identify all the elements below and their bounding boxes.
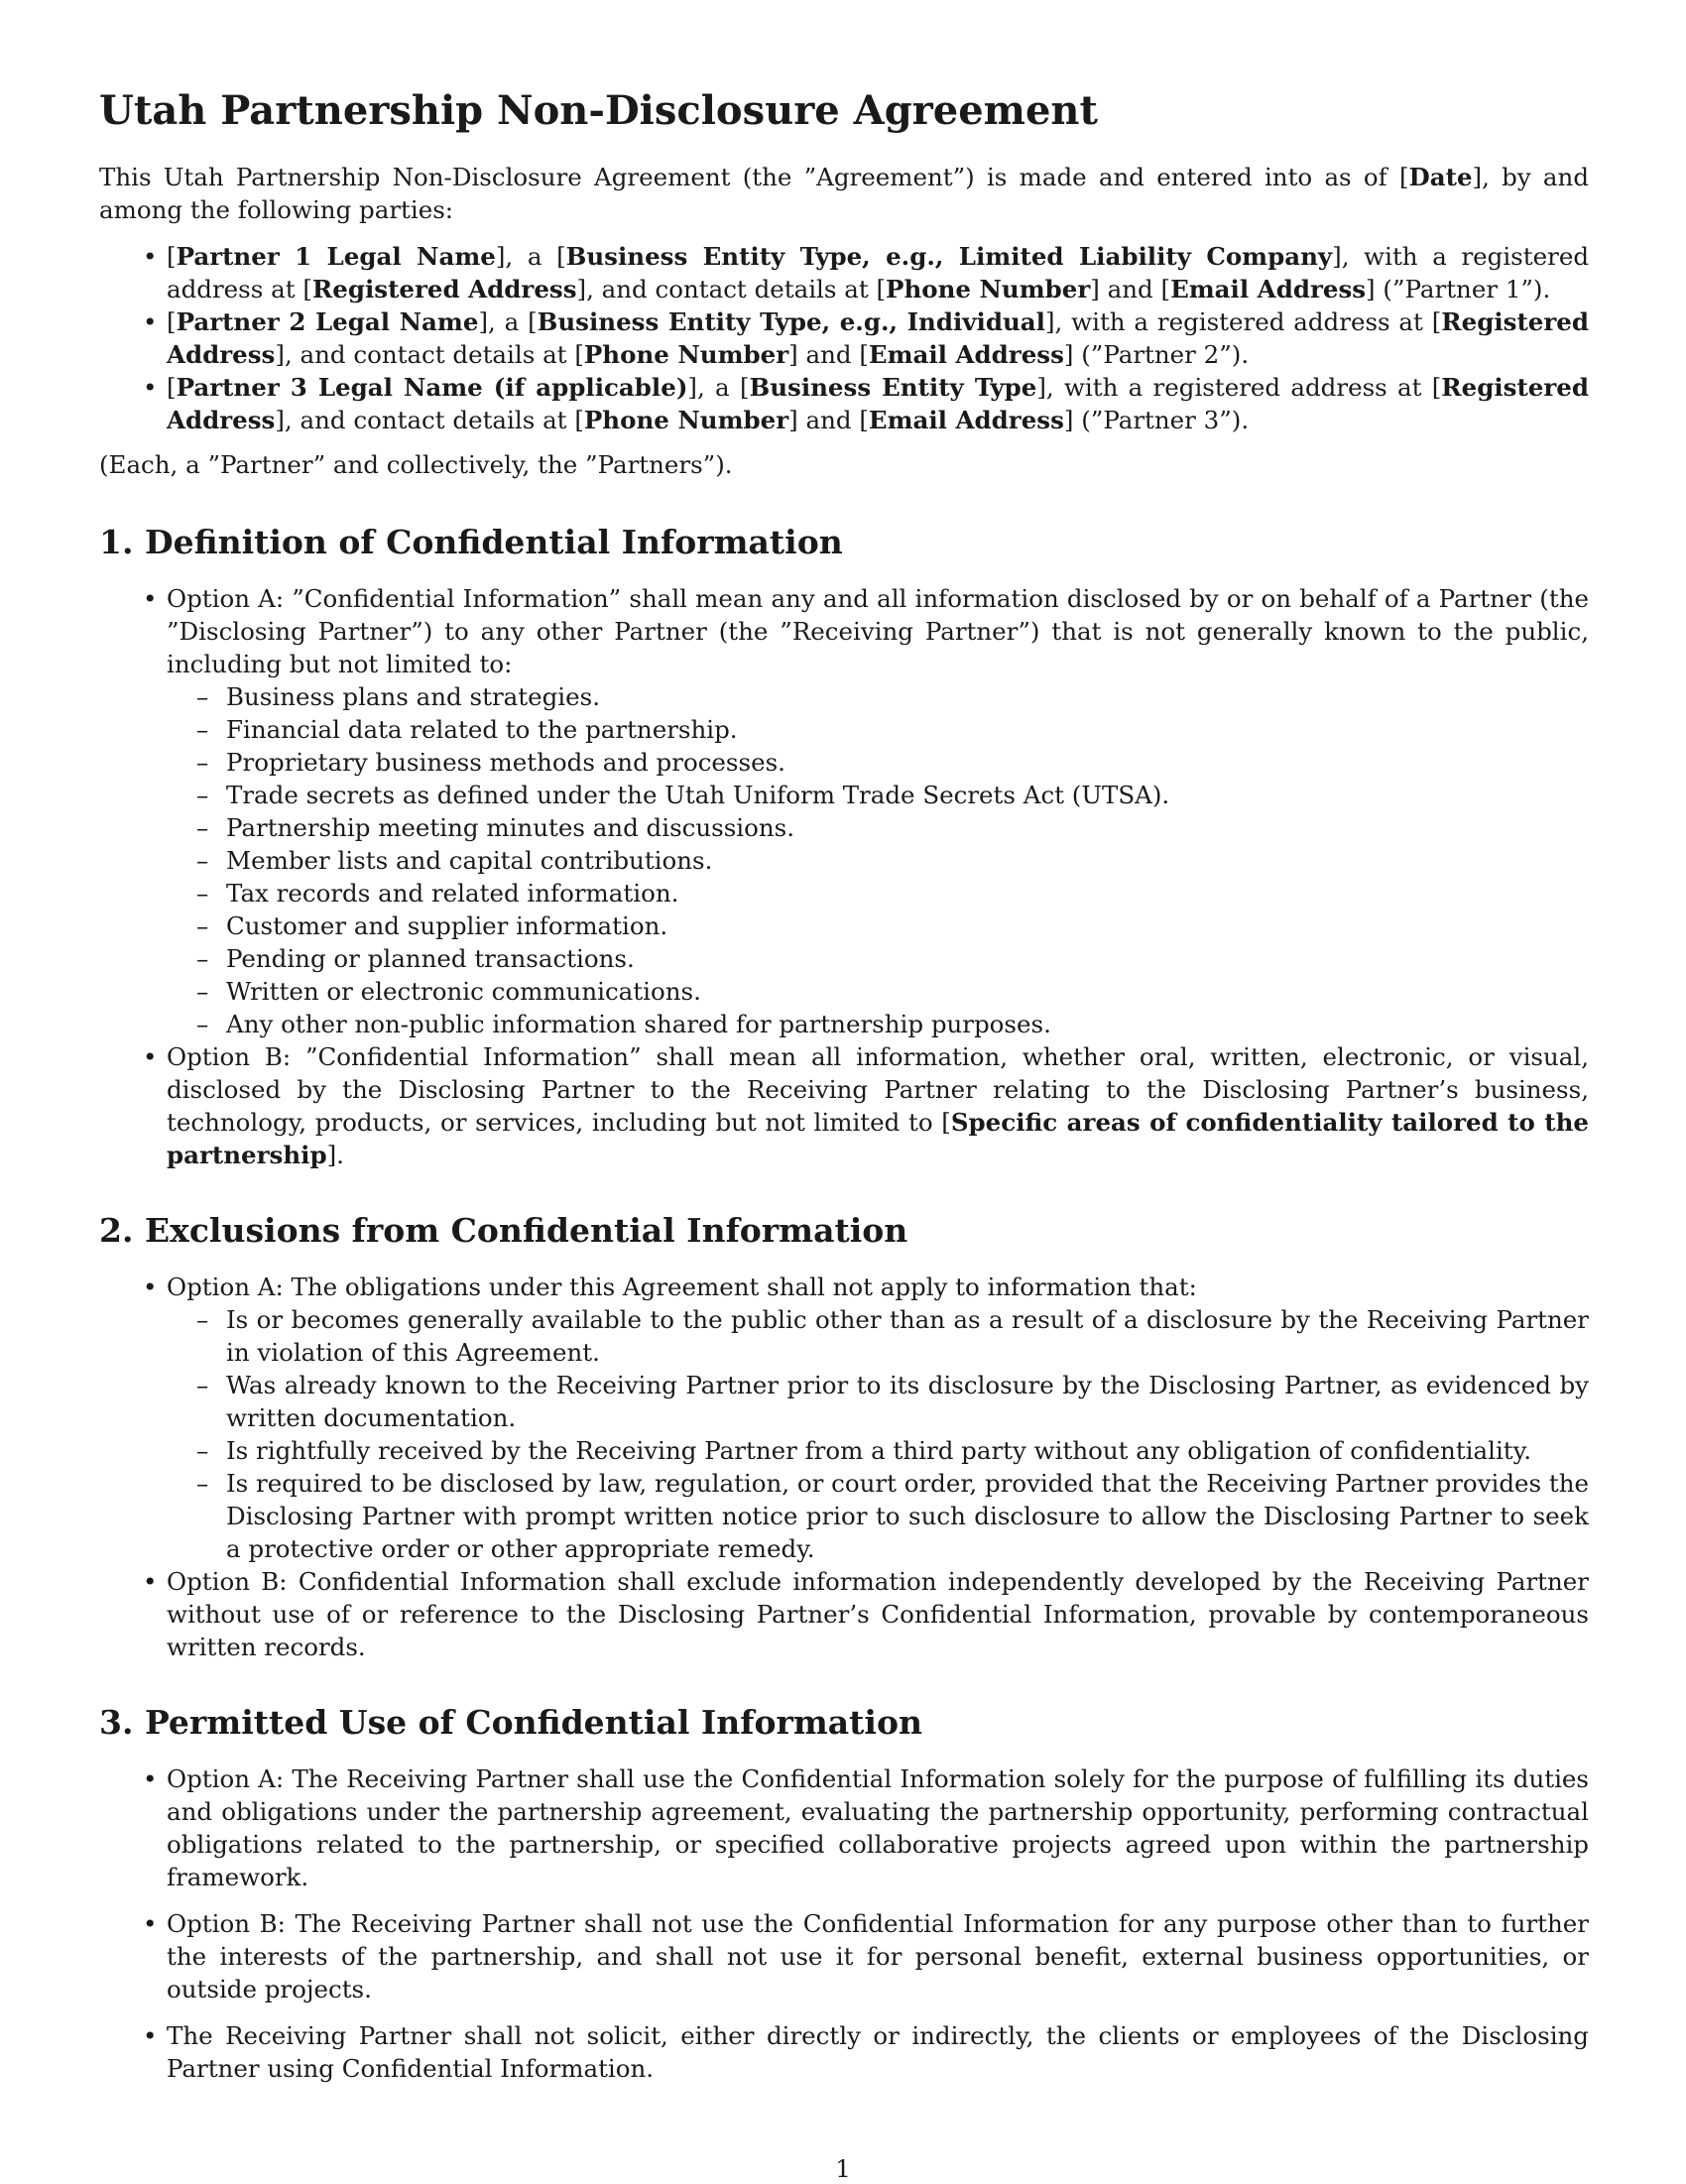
date-placeholder: Date <box>1408 163 1473 191</box>
party-address: Registered Address <box>167 307 1589 369</box>
list-item: – Is or becomes generally available to the public other than as a result of a disclosure by the Receiving Partner in violation of this Agreement. <box>226 1303 1589 1369</box>
list-item: – Pending or planned transactions. <box>226 942 1589 975</box>
party-entity-type: Business Entity Type, e.g., Individual <box>537 307 1045 336</box>
party-text: ] and [ <box>788 406 869 434</box>
confidential-items-list <box>167 680 1589 1040</box>
section-title: Definition of Confidential Information <box>145 523 843 561</box>
party-legal-name: Partner 1 Legal Name <box>176 242 496 271</box>
list-item: – Customer and supplier information. <box>226 910 1589 942</box>
party-email: Email Address <box>868 340 1064 369</box>
option-a-item <box>167 1271 1589 1565</box>
intro-text-2: ], by and among the following parties: <box>99 163 1589 224</box>
option-a-text: Option A: The obligations under this Agreement shall not apply to information that: <box>167 1273 1197 1301</box>
party-phone: Phone Number <box>583 340 789 369</box>
party-label: (”Partner 1”). <box>1383 275 1551 303</box>
list-item: – Tax records and related information. <box>226 877 1589 910</box>
party-text: ], with a registered address at [ <box>1044 307 1442 336</box>
list-item: • Option B: The Receiving Partner shall not use the Confidential Information for any purpose other than to further the interests of the partnership, and shall not use it for personal benefit, external business opportunities, or outside projects. <box>167 1907 1589 2005</box>
option-b-placeholder: Specific areas of confidentiality tailored to the partnership <box>167 1108 1589 1169</box>
party-text: ] and [ <box>1090 275 1171 303</box>
list-item: – Business plans and strategies. <box>226 680 1589 713</box>
intro-text-1: This Utah Partnership Non-Disclosure Agreement (the ”Agreement”) is made and entered into as of [ <box>99 163 1409 191</box>
intro-paragraph <box>99 161 1589 226</box>
list-item: – Is rightfully received by the Receiving Partner from a third party without any obligation of confidentiality. <box>226 1434 1589 1467</box>
party-text: ], and contact details at [ <box>576 275 887 303</box>
party-email: Email Address <box>868 406 1064 434</box>
exclusions-list <box>167 1303 1589 1565</box>
page-number: 1 <box>835 2154 851 2183</box>
section-title: Exclusions from Confidential Information <box>145 1211 908 1250</box>
list-item: – Written or electronic communications. <box>226 975 1589 1008</box>
closing-paragraph: (Each, a ”Partner” and collectively, the ”Partners”). <box>99 450 733 479</box>
list-item: – Proprietary business methods and processes. <box>226 746 1589 779</box>
party-legal-name: Partner 3 Legal Name (if applicable) <box>176 373 688 402</box>
list-item: – Is required to be disclosed by law, regulation, or court order, provided that the Receiving Partner provides the Disclosing Partner with prompt written notice prior to such disclosure to allow the Disclosing Partner to seek a protective order or other appropriate remedy. <box>226 1467 1589 1565</box>
party-entity-type: Business Entity Type <box>749 373 1037 402</box>
party-text: ], and contact details at [ <box>275 406 584 434</box>
list-item: – Financial data related to the partnership. <box>226 713 1589 746</box>
party-email: Email Address <box>1170 275 1367 303</box>
party-text: ], a [ <box>478 307 538 336</box>
party-text: ] and [ <box>788 340 869 369</box>
parties-list <box>99 240 1589 436</box>
list-item: – Any other non-public information shared for partnership purposes. <box>226 1008 1589 1040</box>
party-text: ], with a registered address at [ <box>167 242 1589 303</box>
party-phone: Phone Number <box>886 275 1091 303</box>
party-address: Registered Address <box>167 373 1590 434</box>
section-2-list <box>99 1271 1589 1663</box>
option-a-item <box>167 582 1589 1040</box>
list-item: • The Receiving Partner shall not solicit, either directly or indirectly, the clients or employees of the Disclosing Partner using Confidential Information. <box>167 2019 1589 2085</box>
party-legal-name: Partner 2 Legal Name <box>176 307 479 336</box>
list-item: – Was already known to the Receiving Partner prior to its disclosure by the Disclosing Partner, as evidenced by written documentation. <box>226 1369 1589 1434</box>
option-b-suffix: ]. <box>326 1141 344 1169</box>
section-heading <box>99 1703 1589 1743</box>
option-a-text: Option A: ”Confidential Information” shall mean any and all information disclosed by or on behalf of a Partner (the ”Disclosing Partner”) to any other Partner (the ”Receiving Partner”) that is not generally known to the public, including but not limited to: <box>167 584 1589 678</box>
party-text: ], with a registered address at [ <box>1036 373 1442 402</box>
section-heading <box>99 523 1589 562</box>
party-label: (”Partner 2”). <box>1081 340 1250 369</box>
party-label: (”Partner 3”). <box>1081 406 1250 434</box>
party-item: • [Partner 3 Legal Name (if applicable)], a [Business Entity Type], with a registered address at [Registered Address], and contact details at [Phone Number] and [Email Address] (”Partner 3”). <box>167 371 1589 436</box>
party-text: ], and contact details at [ <box>275 340 584 369</box>
list-item: – Partnership meeting minutes and discussions. <box>226 811 1589 844</box>
party-item: • [Partner 1 Legal Name], a [Business Entity Type, e.g., Limited Liability Company], with a registered address at [Registered Address], and contact details at [Phone Number] and [Email Address] (”Partner 1”). <box>167 240 1589 305</box>
document-title: Utah Partnership Non-Disclosure Agreement <box>99 87 1098 134</box>
option-b-item: • Option B: Confidential Information shall exclude information independently developed by the Receiving Partner without use of or reference to the Disclosing Partner’s Confidential Information, provable by contemporaneous written records. <box>167 1565 1589 1663</box>
party-phone: Phone Number <box>583 406 789 434</box>
section-number: 3. <box>99 1703 134 1742</box>
list-item: – Trade secrets as defined under the Utah Uniform Trade Secrets Act (UTSA). <box>226 779 1589 811</box>
section-number: 2. <box>99 1211 134 1250</box>
party-entity-type: Business Entity Type, e.g., Limited Liability Company <box>565 242 1333 271</box>
list-item: – Member lists and capital contributions. <box>226 844 1589 877</box>
option-b-text: Option B: ”Confidential Information” shall mean all information, whether oral, written, electronic, or visual, disclosed by the Disclosing Partner to the Receiving Partner relating to the Disclosing Partner’s business, technology, products, or services, including but not limited to [ <box>167 1042 1589 1137</box>
list-item: • Option A: The Receiving Partner shall use the Confidential Information solely for the purpose of fulfilling its duties and obligations under the partnership agreement, evaluating the partnership opportunity, performing contractual obligations related to the partnership, or specified collaborative projects agreed upon within the partnership framework. <box>167 1762 1589 1893</box>
section-title: Permitted Use of Confidential Information <box>145 1703 922 1742</box>
party-text: ], a [ <box>495 242 566 271</box>
section-heading <box>99 1211 1589 1251</box>
section-number: 1. <box>99 523 134 561</box>
document-page <box>99 69 1589 2124</box>
party-item: • [Partner 2 Legal Name], a [Business Entity Type, e.g., Individual], with a registered address at [Registered Address], and contact details at [Phone Number] and [Email Address] (”Partner 2”). <box>167 305 1589 371</box>
option-b-item <box>167 1040 1589 1171</box>
section-3-list <box>99 1762 1589 2085</box>
section-1-list <box>99 582 1589 1171</box>
party-text: ], a [ <box>687 373 750 402</box>
party-address: Registered Address <box>311 275 577 303</box>
